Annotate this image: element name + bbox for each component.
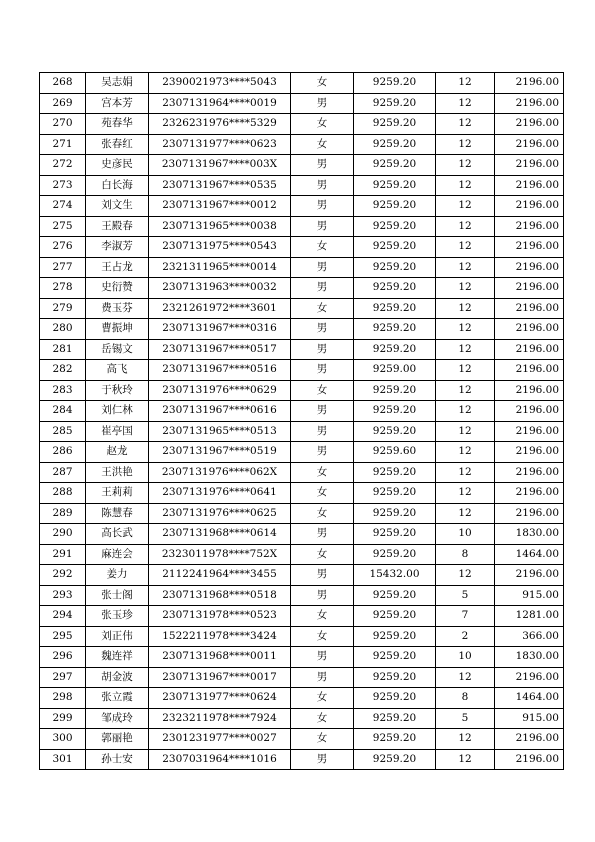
amount-cell: 9259.20	[354, 729, 436, 750]
table-row	[40, 667, 564, 688]
gender-cell: 女	[291, 134, 354, 155]
table-row	[40, 503, 564, 524]
total-cell: 2196.00	[495, 237, 564, 258]
months-cell: 12	[436, 565, 495, 586]
name-cell: 曹振坤	[86, 319, 149, 340]
months-cell: 12	[436, 319, 495, 340]
total-cell: 2196.00	[495, 749, 564, 770]
row-number-cell: 279	[40, 298, 86, 319]
name-cell: 胡金波	[86, 667, 149, 688]
table-row	[40, 114, 564, 135]
amount-cell: 9259.20	[354, 73, 436, 94]
id-number-cell: 2307131976****062X	[149, 462, 291, 483]
id-number-cell: 2307131976****0625	[149, 503, 291, 524]
gender-cell: 男	[291, 360, 354, 381]
row-number-cell: 275	[40, 216, 86, 237]
id-number-cell: 2307131967****0535	[149, 175, 291, 196]
table-row	[40, 585, 564, 606]
name-cell: 孙士安	[86, 749, 149, 770]
name-cell: 麻连会	[86, 544, 149, 565]
total-cell: 915.00	[495, 708, 564, 729]
months-cell: 8	[436, 688, 495, 709]
table-row	[40, 360, 564, 381]
amount-cell: 9259.20	[354, 319, 436, 340]
months-cell: 12	[436, 93, 495, 114]
total-cell: 2196.00	[495, 729, 564, 750]
table-row	[40, 729, 564, 750]
id-number-cell: 2307131967****0012	[149, 196, 291, 217]
months-cell: 12	[436, 278, 495, 299]
total-cell: 2196.00	[495, 667, 564, 688]
id-number-cell: 2307131967****0519	[149, 442, 291, 463]
name-cell: 史彦民	[86, 155, 149, 176]
months-cell: 12	[436, 155, 495, 176]
id-number-cell: 2307131968****0011	[149, 647, 291, 668]
total-cell: 2196.00	[495, 175, 564, 196]
row-number-cell: 297	[40, 667, 86, 688]
amount-cell: 9259.20	[354, 544, 436, 565]
table-row	[40, 647, 564, 668]
gender-cell: 男	[291, 93, 354, 114]
table-row	[40, 483, 564, 504]
id-number-cell: 2307131964****0019	[149, 93, 291, 114]
months-cell: 12	[436, 114, 495, 135]
gender-cell: 男	[291, 565, 354, 586]
amount-cell: 9259.00	[354, 360, 436, 381]
id-number-cell: 1522211978****3424	[149, 626, 291, 647]
name-cell: 王占龙	[86, 257, 149, 278]
row-number-cell: 274	[40, 196, 86, 217]
months-cell: 12	[436, 360, 495, 381]
months-cell: 12	[436, 667, 495, 688]
gender-cell: 女	[291, 298, 354, 319]
amount-cell: 9259.20	[354, 237, 436, 258]
name-cell: 白长海	[86, 175, 149, 196]
amount-cell: 9259.20	[354, 421, 436, 442]
row-number-cell: 285	[40, 421, 86, 442]
total-cell: 2196.00	[495, 216, 564, 237]
table-row	[40, 196, 564, 217]
name-cell: 张立霞	[86, 688, 149, 709]
gender-cell: 女	[291, 544, 354, 565]
gender-cell: 男	[291, 667, 354, 688]
id-number-cell: 2301231977****0027	[149, 729, 291, 750]
gender-cell: 男	[291, 155, 354, 176]
months-cell: 12	[436, 216, 495, 237]
total-cell: 2196.00	[495, 93, 564, 114]
table-row	[40, 73, 564, 94]
id-number-cell: 2307131977****0623	[149, 134, 291, 155]
total-cell: 1464.00	[495, 688, 564, 709]
gender-cell: 男	[291, 524, 354, 545]
id-number-cell: 2307131968****0518	[149, 585, 291, 606]
table-row	[40, 462, 564, 483]
id-number-cell: 2307131976****0629	[149, 380, 291, 401]
name-cell: 苑春华	[86, 114, 149, 135]
id-number-cell: 2307131967****0616	[149, 401, 291, 422]
table-row	[40, 298, 564, 319]
row-number-cell: 276	[40, 237, 86, 258]
table-row	[40, 421, 564, 442]
row-number-cell: 301	[40, 749, 86, 770]
months-cell: 12	[436, 401, 495, 422]
row-number-cell: 283	[40, 380, 86, 401]
name-cell: 费玉芬	[86, 298, 149, 319]
months-cell: 12	[436, 237, 495, 258]
gender-cell: 男	[291, 647, 354, 668]
amount-cell: 9259.20	[354, 278, 436, 299]
months-cell: 12	[436, 73, 495, 94]
id-number-cell: 2390021973****5043	[149, 73, 291, 94]
gender-cell: 男	[291, 585, 354, 606]
total-cell: 2196.00	[495, 483, 564, 504]
table-row	[40, 216, 564, 237]
name-cell: 赵龙	[86, 442, 149, 463]
total-cell: 915.00	[495, 585, 564, 606]
name-cell: 王莉莉	[86, 483, 149, 504]
months-cell: 12	[436, 196, 495, 217]
row-number-cell: 278	[40, 278, 86, 299]
amount-cell: 9259.20	[354, 93, 436, 114]
gender-cell: 男	[291, 175, 354, 196]
gender-cell: 女	[291, 708, 354, 729]
name-cell: 于秋玲	[86, 380, 149, 401]
months-cell: 12	[436, 503, 495, 524]
table-row	[40, 442, 564, 463]
total-cell: 1464.00	[495, 544, 564, 565]
months-cell: 12	[436, 380, 495, 401]
name-cell: 高飞	[86, 360, 149, 381]
id-number-cell: 2326231976****5329	[149, 114, 291, 135]
months-cell: 12	[436, 257, 495, 278]
name-cell: 姜力	[86, 565, 149, 586]
total-cell: 2196.00	[495, 257, 564, 278]
table-row	[40, 93, 564, 114]
name-cell: 刘仁林	[86, 401, 149, 422]
id-number-cell: 2321261972****3601	[149, 298, 291, 319]
table-body	[40, 73, 564, 770]
gender-cell: 女	[291, 503, 354, 524]
amount-cell: 9259.20	[354, 196, 436, 217]
id-number-cell: 2307131967****003X	[149, 155, 291, 176]
name-cell: 魏连祥	[86, 647, 149, 668]
months-cell: 12	[436, 462, 495, 483]
row-number-cell: 294	[40, 606, 86, 627]
table-row	[40, 155, 564, 176]
name-cell: 张玉珍	[86, 606, 149, 627]
total-cell: 2196.00	[495, 278, 564, 299]
gender-cell: 男	[291, 339, 354, 360]
total-cell: 1281.00	[495, 606, 564, 627]
table-row	[40, 319, 564, 340]
amount-cell: 9259.20	[354, 667, 436, 688]
amount-cell: 9259.20	[354, 585, 436, 606]
amount-cell: 9259.20	[354, 749, 436, 770]
id-number-cell: 2307131967****0516	[149, 360, 291, 381]
row-number-cell: 269	[40, 93, 86, 114]
id-number-cell: 2307131968****0614	[149, 524, 291, 545]
gender-cell: 女	[291, 237, 354, 258]
name-cell: 张士阁	[86, 585, 149, 606]
amount-cell: 9259.20	[354, 175, 436, 196]
id-number-cell: 2307031964****1016	[149, 749, 291, 770]
gender-cell: 男	[291, 278, 354, 299]
months-cell: 12	[436, 729, 495, 750]
row-number-cell: 268	[40, 73, 86, 94]
amount-cell: 9259.20	[354, 606, 436, 627]
amount-cell: 9259.20	[354, 503, 436, 524]
table-row	[40, 626, 564, 647]
gender-cell: 男	[291, 216, 354, 237]
gender-cell: 女	[291, 380, 354, 401]
name-cell: 刘文生	[86, 196, 149, 217]
name-cell: 郭丽艳	[86, 729, 149, 750]
name-cell: 李淑芳	[86, 237, 149, 258]
row-number-cell: 291	[40, 544, 86, 565]
row-number-cell: 280	[40, 319, 86, 340]
id-number-cell: 2307131977****0624	[149, 688, 291, 709]
name-cell: 岳锡文	[86, 339, 149, 360]
row-number-cell: 293	[40, 585, 86, 606]
name-cell: 高长武	[86, 524, 149, 545]
row-number-cell: 290	[40, 524, 86, 545]
months-cell: 12	[436, 298, 495, 319]
total-cell: 2196.00	[495, 73, 564, 94]
total-cell: 2196.00	[495, 155, 564, 176]
gender-cell: 男	[291, 442, 354, 463]
months-cell: 12	[436, 442, 495, 463]
amount-cell: 9259.20	[354, 626, 436, 647]
name-cell: 崔亭国	[86, 421, 149, 442]
gender-cell: 男	[291, 421, 354, 442]
amount-cell: 9259.20	[354, 134, 436, 155]
table-row	[40, 688, 564, 709]
total-cell: 2196.00	[495, 298, 564, 319]
gender-cell: 男	[291, 401, 354, 422]
table-row	[40, 257, 564, 278]
months-cell: 12	[436, 421, 495, 442]
gender-cell: 男	[291, 319, 354, 340]
table-row	[40, 339, 564, 360]
amount-cell: 9259.20	[354, 688, 436, 709]
amount-cell: 9259.20	[354, 524, 436, 545]
total-cell: 366.00	[495, 626, 564, 647]
months-cell: 12	[436, 134, 495, 155]
total-cell: 2196.00	[495, 134, 564, 155]
table-row	[40, 524, 564, 545]
id-number-cell: 2321311965****0014	[149, 257, 291, 278]
total-cell: 1830.00	[495, 647, 564, 668]
id-number-cell: 2307131975****0543	[149, 237, 291, 258]
table-row	[40, 749, 564, 770]
id-number-cell: 2323011978****752X	[149, 544, 291, 565]
total-cell: 2196.00	[495, 380, 564, 401]
amount-cell: 9259.20	[354, 257, 436, 278]
total-cell: 2196.00	[495, 442, 564, 463]
gender-cell: 女	[291, 729, 354, 750]
name-cell: 张春红	[86, 134, 149, 155]
months-cell: 10	[436, 524, 495, 545]
table-row	[40, 134, 564, 155]
gender-cell: 女	[291, 114, 354, 135]
total-cell: 2196.00	[495, 462, 564, 483]
row-number-cell: 292	[40, 565, 86, 586]
table-row	[40, 565, 564, 586]
amount-cell: 9259.20	[354, 401, 436, 422]
amount-cell: 9259.20	[354, 462, 436, 483]
name-cell: 陈慧春	[86, 503, 149, 524]
months-cell: 12	[436, 175, 495, 196]
total-cell: 2196.00	[495, 114, 564, 135]
months-cell: 5	[436, 585, 495, 606]
amount-cell: 9259.20	[354, 298, 436, 319]
table-row	[40, 175, 564, 196]
id-number-cell: 2323211978****7924	[149, 708, 291, 729]
table-row	[40, 544, 564, 565]
total-cell: 2196.00	[495, 339, 564, 360]
row-number-cell: 296	[40, 647, 86, 668]
amount-cell: 9259.20	[354, 708, 436, 729]
data-table	[39, 72, 564, 770]
table-row	[40, 708, 564, 729]
row-number-cell: 298	[40, 688, 86, 709]
row-number-cell: 282	[40, 360, 86, 381]
row-number-cell: 270	[40, 114, 86, 135]
amount-cell: 9259.20	[354, 216, 436, 237]
amount-cell: 9259.20	[354, 483, 436, 504]
row-number-cell: 287	[40, 462, 86, 483]
gender-cell: 女	[291, 606, 354, 627]
amount-cell: 9259.20	[354, 647, 436, 668]
months-cell: 5	[436, 708, 495, 729]
id-number-cell: 2307131965****0513	[149, 421, 291, 442]
id-number-cell: 2307131967****0517	[149, 339, 291, 360]
id-number-cell: 2307131978****0523	[149, 606, 291, 627]
table-row	[40, 401, 564, 422]
table-row	[40, 237, 564, 258]
amount-cell: 9259.20	[354, 380, 436, 401]
months-cell: 12	[436, 749, 495, 770]
amount-cell: 9259.20	[354, 339, 436, 360]
gender-cell: 男	[291, 749, 354, 770]
gender-cell: 女	[291, 483, 354, 504]
row-number-cell: 300	[40, 729, 86, 750]
row-number-cell: 288	[40, 483, 86, 504]
table-row	[40, 606, 564, 627]
row-number-cell: 284	[40, 401, 86, 422]
total-cell: 2196.00	[495, 401, 564, 422]
total-cell: 1830.00	[495, 524, 564, 545]
row-number-cell: 286	[40, 442, 86, 463]
name-cell: 宫本芳	[86, 93, 149, 114]
id-number-cell: 2307131965****0038	[149, 216, 291, 237]
total-cell: 2196.00	[495, 565, 564, 586]
amount-cell: 9259.60	[354, 442, 436, 463]
total-cell: 2196.00	[495, 360, 564, 381]
name-cell: 史衍赞	[86, 278, 149, 299]
name-cell: 王殿春	[86, 216, 149, 237]
months-cell: 10	[436, 647, 495, 668]
amount-cell: 9259.20	[354, 114, 436, 135]
name-cell: 王洪艳	[86, 462, 149, 483]
name-cell: 邹成玲	[86, 708, 149, 729]
gender-cell: 女	[291, 462, 354, 483]
months-cell: 12	[436, 483, 495, 504]
amount-cell: 15432.00	[354, 565, 436, 586]
total-cell: 2196.00	[495, 196, 564, 217]
id-number-cell: 2307131967****0017	[149, 667, 291, 688]
gender-cell: 女	[291, 73, 354, 94]
gender-cell: 女	[291, 626, 354, 647]
row-number-cell: 281	[40, 339, 86, 360]
row-number-cell: 299	[40, 708, 86, 729]
months-cell: 2	[436, 626, 495, 647]
gender-cell: 女	[291, 688, 354, 709]
months-cell: 7	[436, 606, 495, 627]
gender-cell: 男	[291, 196, 354, 217]
months-cell: 8	[436, 544, 495, 565]
row-number-cell: 295	[40, 626, 86, 647]
id-number-cell: 2112241964****3455	[149, 565, 291, 586]
row-number-cell: 271	[40, 134, 86, 155]
table-row	[40, 380, 564, 401]
total-cell: 2196.00	[495, 503, 564, 524]
row-number-cell: 272	[40, 155, 86, 176]
months-cell: 12	[436, 339, 495, 360]
id-number-cell: 2307131976****0641	[149, 483, 291, 504]
table-row	[40, 278, 564, 299]
name-cell: 刘正伟	[86, 626, 149, 647]
id-number-cell: 2307131963****0032	[149, 278, 291, 299]
row-number-cell: 277	[40, 257, 86, 278]
row-number-cell: 273	[40, 175, 86, 196]
id-number-cell: 2307131967****0316	[149, 319, 291, 340]
amount-cell: 9259.20	[354, 155, 436, 176]
total-cell: 2196.00	[495, 319, 564, 340]
name-cell: 吴志娟	[86, 73, 149, 94]
row-number-cell: 289	[40, 503, 86, 524]
total-cell: 2196.00	[495, 421, 564, 442]
gender-cell: 男	[291, 257, 354, 278]
